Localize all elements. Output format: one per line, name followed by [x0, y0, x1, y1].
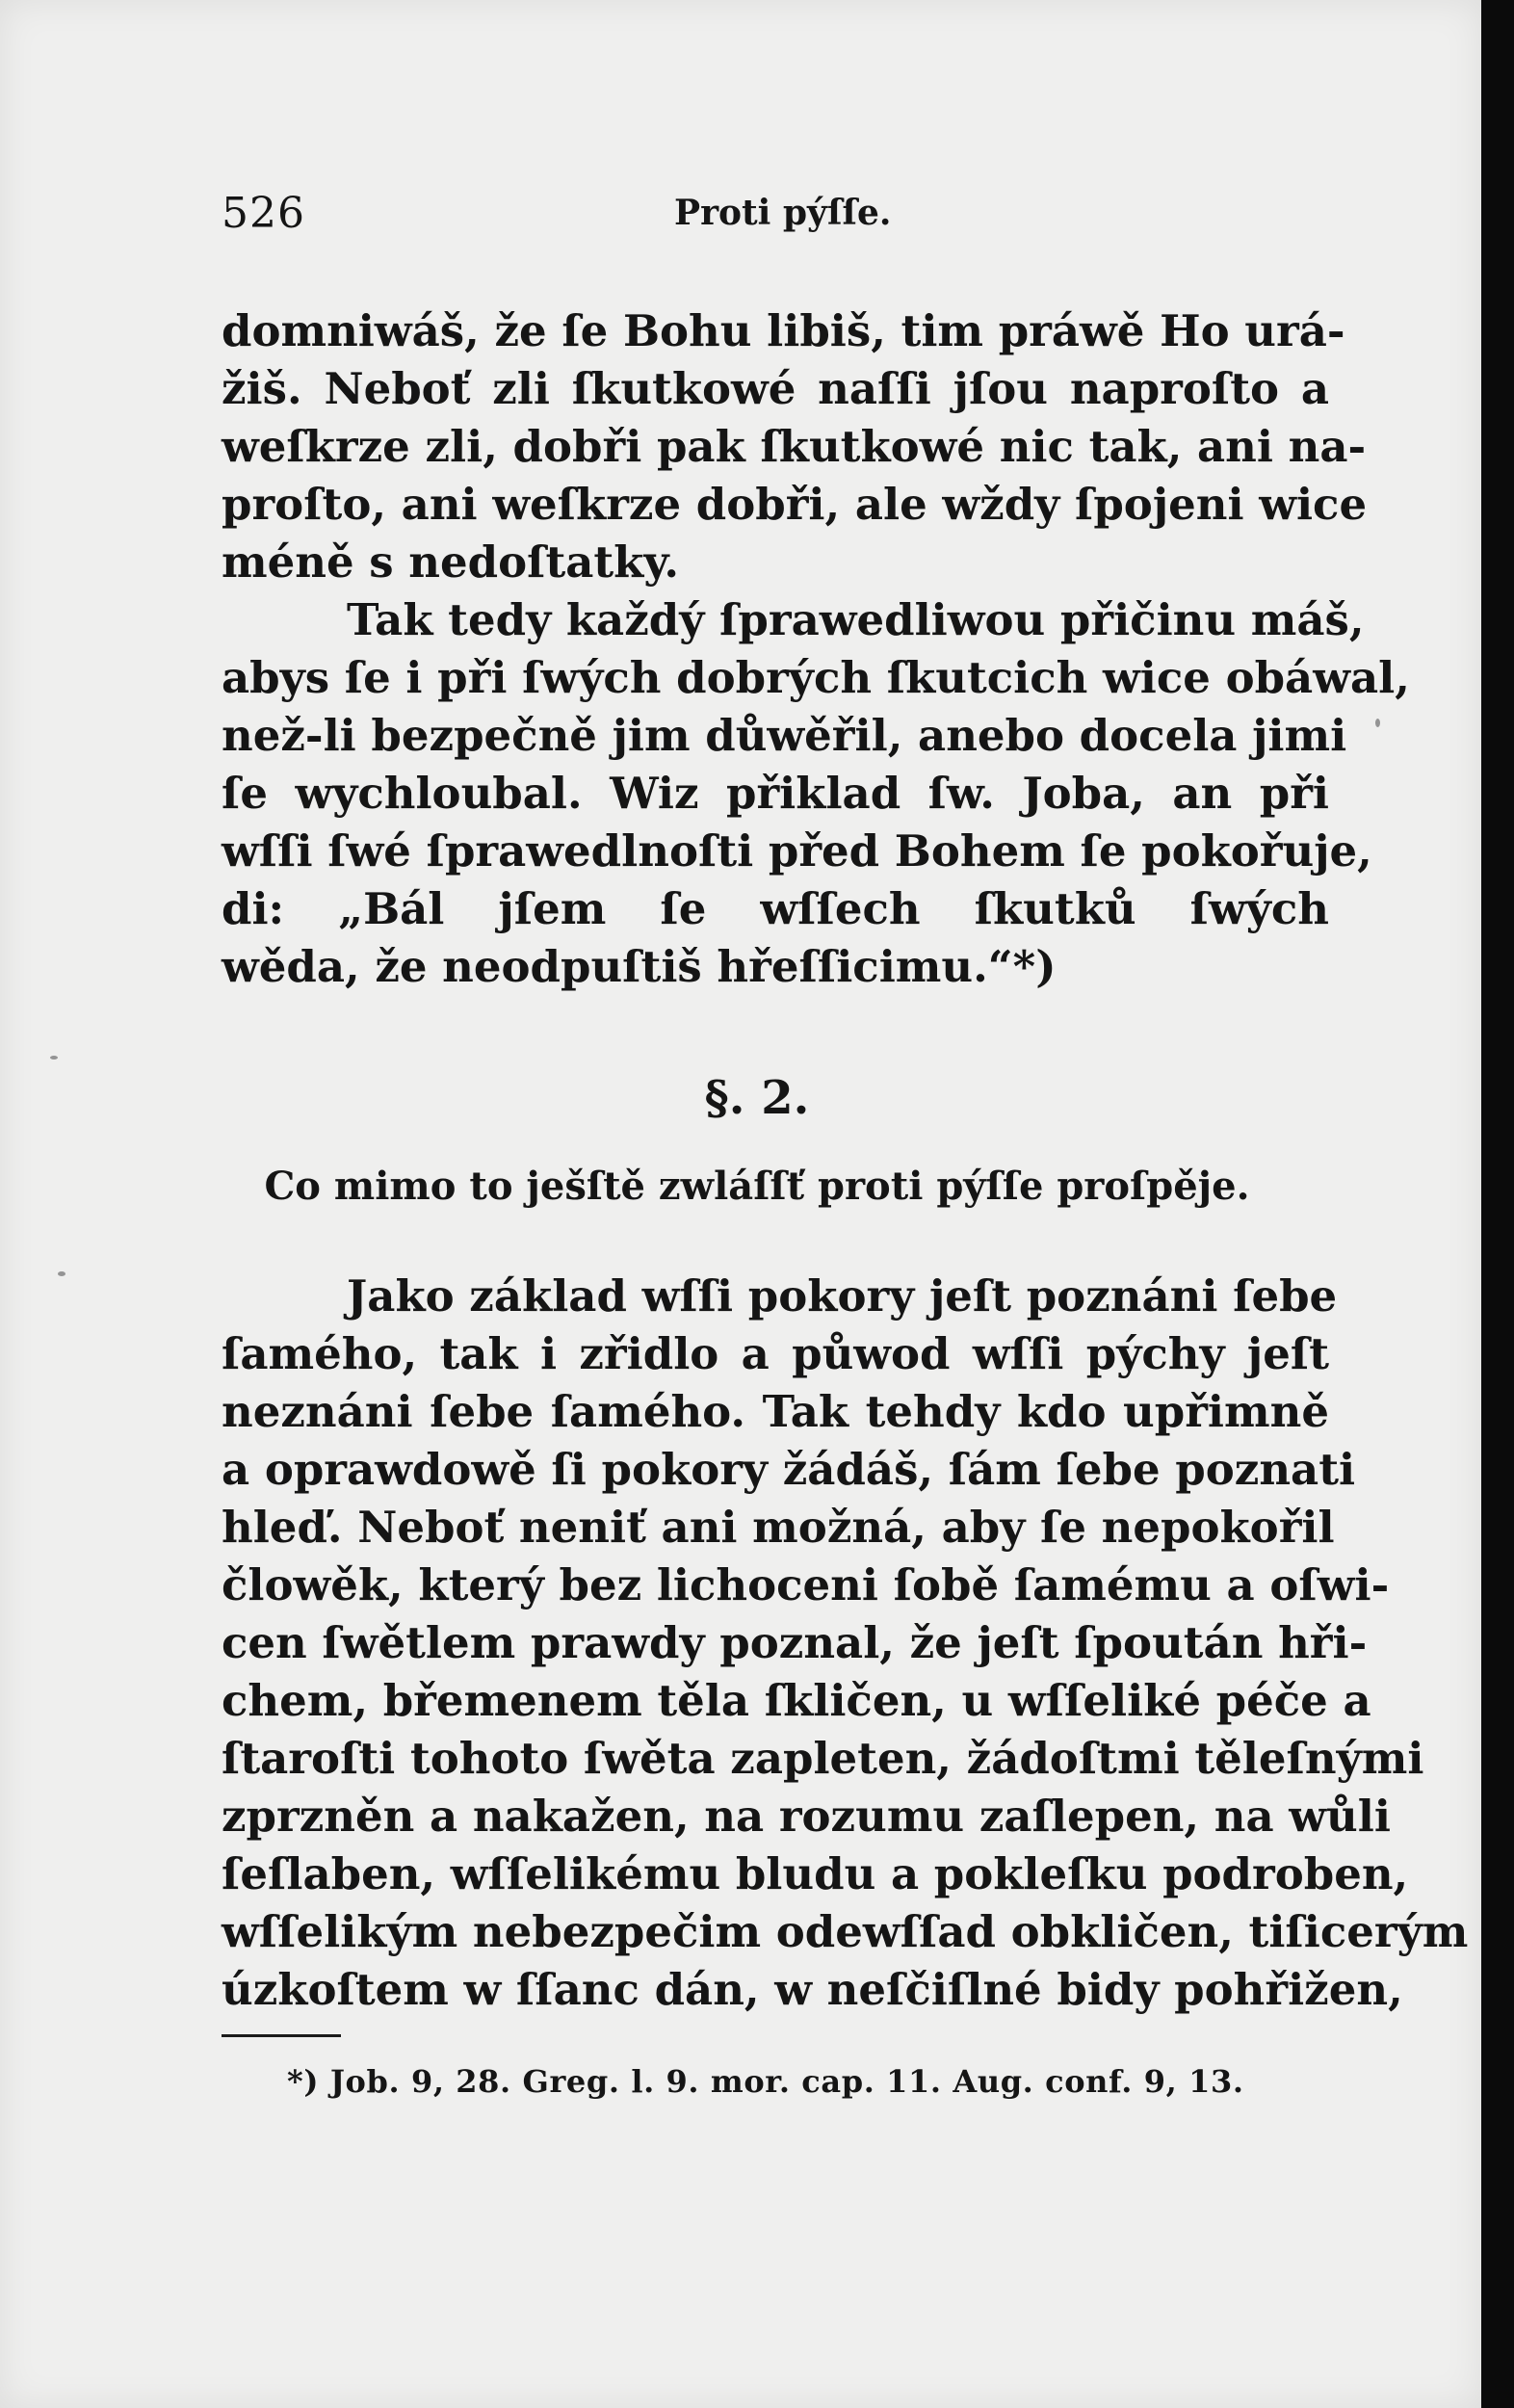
text-line: wſſelikým nebezpečim odewſſad obkličen, tiſicerým — [222, 1906, 1469, 1957]
footnote-rule — [222, 2034, 341, 2037]
text-line: a oprawdowě ſi pokory žádáš, ſám ſebe poznati — [222, 1444, 1356, 1495]
running-head: Proti pýſſe. — [674, 193, 892, 233]
text-line: ſamého, tak i zřidlo a půwod wſſi pýchy jeſt — [222, 1328, 1329, 1379]
text-line: Jako základ wſſi pokory jeſt poznáni ſebe — [347, 1270, 1338, 1322]
text-line: méně s nedoſtatky. — [222, 537, 680, 588]
text-line: cen ſwětlem prawdy poznal, že jeſt ſpoután hři- — [222, 1617, 1368, 1668]
page-number: 526 — [222, 189, 305, 238]
section-title: Co mimo to ješſtě zwláſſť proti pýſſe proſpěje. — [264, 1164, 1250, 1209]
page-header — [222, 189, 1319, 247]
text-line: di: „Bál jſem ſe wſſech ſkutků ſwých — [222, 883, 1329, 934]
text-line: proſto, ani weſkrze dobři, ale wždy ſpojeni wice — [222, 479, 1368, 530]
text-line: chem, břemenem těla ſkličen, u wſſeliké péče a — [222, 1675, 1371, 1726]
text-line: úzkoſtem w ſſanc dán, w neſčiſlné bidy pohřižen, — [222, 1964, 1403, 2015]
text-line: hleď. Neboť neniť ani možná, aby ſe nepokořil — [222, 1502, 1335, 1553]
text-line: Tak tedy každý ſprawedliwou přičinu máš, — [347, 594, 1365, 645]
text-line: zprzněn a nakažen, na rozumu zaſlepen, na wůli — [222, 1791, 1391, 1842]
paper-speck — [50, 1056, 58, 1060]
text-line: neznáni ſebe ſamého. Tak tehdy kdo upřimně — [222, 1386, 1329, 1437]
text-line: ſe wychloubal. Wiz přiklad ſw. Joba, an při — [222, 768, 1329, 819]
text-line: weſkrze zli, dobři pak ſkutkowé nic tak, ani na- — [222, 421, 1367, 472]
text-line: ſeſlaben, wſſelikému bludu a pokleſku podroben, — [222, 1848, 1409, 1899]
text-line: wſſi ſwé ſprawedlnoſti před Bohem ſe pokořuje, — [222, 825, 1372, 877]
text-line: ſtaroſti tohoto ſwěta zapleten, žádoſtmi těleſnými — [222, 1733, 1424, 1784]
text-line: domniwáš, že ſe Bohu libiš, tim práwě Ho urá- — [222, 305, 1345, 356]
text-line: člowěk, který bez lichoceni ſobě ſamému a oſwi- — [222, 1559, 1390, 1610]
paper-speck — [58, 1271, 65, 1276]
footnote: *) Job. 9, 28. Greg. l. 9. mor. cap. 11. Aug. conf. 9, 13. — [287, 2063, 1244, 2100]
text-line: žiš. Neboť zli ſkutkowé naſſi jſou naproſto a — [222, 363, 1329, 414]
text-line: než-li bezpečně jim důwěřil, anebo docela jimi — [222, 710, 1347, 761]
section-number: §. 2. — [704, 1071, 810, 1125]
text-line: wěda, že neodpuſtiš hřeſſicimu.“*) — [222, 941, 1057, 992]
paper-speck — [1375, 719, 1380, 727]
text-line: abys ſe i při ſwých dobrých ſkutcich wice obáwal, — [222, 652, 1410, 703]
